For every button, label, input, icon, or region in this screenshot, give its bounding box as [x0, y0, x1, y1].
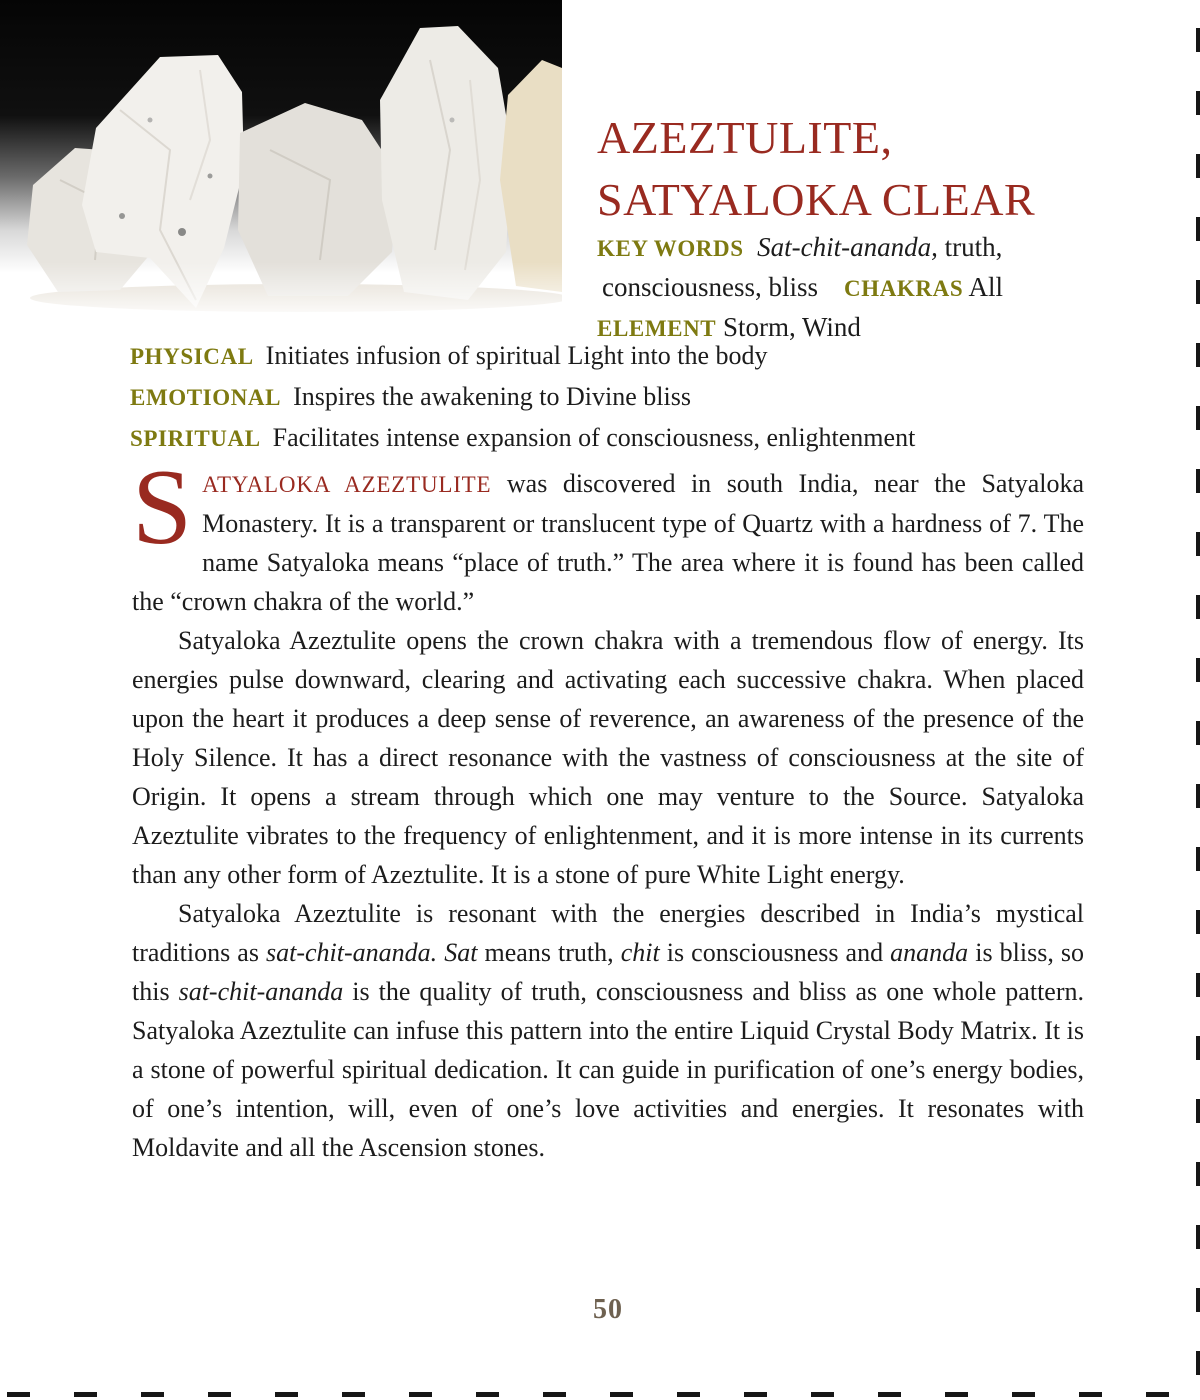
- spiritual-line: [130, 418, 1095, 459]
- emotional-value: Inspires the awakening to Divine bliss: [293, 382, 691, 411]
- page-number: 50: [593, 1294, 623, 1325]
- paragraph-3-text: means truth,: [477, 938, 621, 967]
- keywords-block: [597, 228, 1037, 348]
- paragraph-1: [132, 448, 1085, 621]
- clear-quartz-crystals-photo: [0, 0, 562, 321]
- page-title: [597, 107, 1157, 231]
- spiritual-value: Facilitates intense expansion of consciousness, enlightenment: [272, 423, 916, 452]
- spiritual-label: SPIRITUAL: [130, 426, 261, 451]
- page-title-line1: AZEZTULITE,: [597, 111, 893, 163]
- paragraph-3-text: is the quality of truth, consciousness and bliss as one whole pattern. Satyaloka Azeztulite can infuse this pattern into the entire Liquid Crystal Body Matrix. It is a stone of powerful spiritual dedication. It can guide in purification of one’s energy bodies, of one’s intention, will, even of one’s love activities and energies. It resonates with Moldavite and all the Ascension stones.: [132, 977, 1084, 1162]
- key-words-line2: consciousness, bliss: [602, 272, 818, 302]
- paragraph-3-text: is consciousness and: [659, 938, 891, 967]
- properties-block: [130, 336, 1095, 459]
- paragraph-3-italic: sat-chit-ananda: [178, 977, 344, 1006]
- paragraph-3-italic: ananda: [890, 938, 969, 967]
- page-title-line2: SATYALOKA CLEAR: [597, 173, 1036, 225]
- physical-value: Initiates infusion of spiritual Light into the body: [265, 341, 768, 370]
- paragraph-1-text: was discovered in south India, near the Satyaloka Monastery. It is a transparent or translucent type of Quartz with a hardness of 7. The name Satyaloka means “place of truth.” The area where it is found has been called the “crown chakra of the world.”: [132, 469, 1085, 616]
- bottom-edge-tick-marks: [7, 1392, 1193, 1397]
- chakras-label: CHAKRAS: [844, 276, 964, 301]
- chakras-value: All: [963, 272, 1003, 302]
- right-edge-tick-marks: [1196, 28, 1200, 1378]
- paragraph-3-text: Satyaloka Azeztulite is resonant with the energies described in India’s mystical traditions as: [132, 899, 1084, 967]
- body-text: [132, 448, 1085, 1167]
- emotional-label: EMOTIONAL: [130, 385, 282, 410]
- physical-line: [130, 336, 1095, 377]
- drop-cap: S: [132, 448, 193, 567]
- paragraph-3-italic: chit: [620, 938, 660, 967]
- keywords-line2: [597, 268, 1037, 308]
- paragraph-3-text: is bliss, so this: [132, 938, 1084, 1006]
- element-value: Storm, Wind: [716, 312, 861, 342]
- keywords-line1: [597, 228, 1037, 268]
- paragraph-3: [132, 894, 1084, 1167]
- physical-label: PHYSICAL: [130, 344, 254, 369]
- key-words-italic: Sat-chit-ananda,: [757, 232, 938, 262]
- paragraph-2: Satyaloka Azeztulite opens the crown chakra with a tremendous flow of energy. Its energies pulse downward, clearing and activating each successive chakra. When placed upon the heart it produces a deep sense of reverence, an awareness of the presence of the Holy Silence. It has a direct resonance with the vastness of consciousness at the site of Origin. It opens a stream through which one may venture to the Source. Satyaloka Azeztulite vibrates to the frequency of enlightenment, and it is more intense in its currents than any other form of Azeztulite. It is a stone of pure White Light energy.: [132, 626, 1084, 889]
- emotional-line: [130, 377, 1095, 418]
- key-words-label: KEY WORDS: [597, 236, 744, 261]
- element-label: ELEMENT: [597, 316, 717, 341]
- lead-in-small-caps: ATYALOKA AZEZTULITE: [202, 472, 492, 497]
- key-words-rest: truth,: [937, 232, 1003, 262]
- paragraph-3-italic: sat-chit-ananda. Sat: [266, 938, 478, 967]
